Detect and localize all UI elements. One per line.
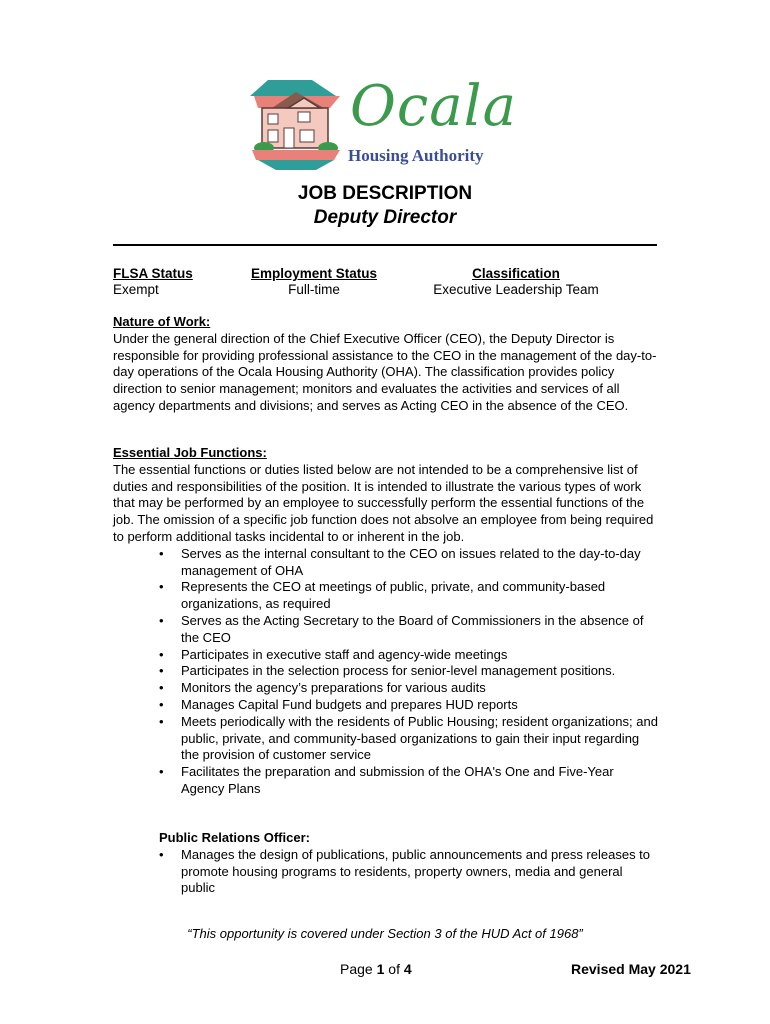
position-title: Deputy Director: [313, 207, 457, 228]
list-item: • Serves as the Acting Secretary to the Board of Commissioners in the absence of the CEO: [113, 613, 659, 647]
list-item: • Manages Capital Fund budgets and prepares HUD reports: [113, 697, 659, 714]
list-item: • Serves as the internal consultant to the CEO on issues related to the day-to-day management of OHA: [113, 546, 659, 580]
list-item: • Monitors the agency’s preparations for various audits: [113, 680, 659, 697]
essential-functions-section: [113, 445, 659, 798]
ocala-housing-authority-logo: [250, 74, 530, 174]
list-item: • Manages the design of publications, public announcements and press releases to promote housing programs to residents, property owners, media and general public: [159, 847, 659, 897]
page-prefix: Page: [340, 961, 377, 977]
employment-status-value: Full-time: [288, 282, 340, 297]
essential-functions-list: [113, 546, 659, 798]
page-mid: of: [384, 961, 404, 977]
page-number: [340, 961, 412, 977]
revised-date: Revised May 2021: [571, 961, 691, 977]
public-relations-list: [159, 847, 659, 897]
title-divider: [113, 244, 657, 246]
flsa-status-value: Exempt: [113, 282, 159, 297]
classification-label: Classification: [472, 266, 560, 281]
logo-script-text: Ocala: [350, 74, 517, 139]
document-title: JOB DESCRIPTION: [297, 183, 473, 204]
nature-of-work-heading: Nature of Work:: [113, 314, 211, 329]
public-relations-section: [159, 830, 659, 897]
list-item: • Participates in the selection process for senior-level management positions.: [113, 663, 659, 680]
nature-of-work-section: [113, 314, 659, 415]
classification-value: Executive Leadership Team: [433, 282, 599, 297]
house-icon: [250, 78, 346, 170]
logo-subtitle: Housing Authority: [348, 146, 484, 165]
employment-status-label: Employment Status: [250, 266, 378, 281]
list-item: • Participates in executive staff and agency-wide meetings: [113, 647, 659, 664]
flsa-status-label: FLSA Status: [113, 266, 193, 281]
section-3-note: “This opportunity is covered under Section 3 of the HUD Act of 1968”: [187, 926, 583, 941]
public-relations-heading: Public Relations Officer:: [159, 830, 310, 845]
nature-of-work-text: Under the general direction of the Chief Executive Officer (CEO), the Deputy Director is responsible for providing professional assistance to the CEO in the management of the day-to-day operations of the Ocala Housing Authority (OHA). The classification provides policy direction to senior management; monitors and evaluates the activities and services of all agency departments and divisions; and serves as Acting CEO in the absence of the CEO.: [113, 330, 657, 413]
essential-functions-heading: Essential Job Functions:: [113, 445, 267, 460]
list-item: • Facilitates the preparation and submission of the OHA's One and Five-Year Agency Plans: [113, 764, 659, 798]
essential-functions-text: The essential functions or duties listed below are not intended to be a comprehensive list of duties and responsibilities of the position. It is intended to illustrate the various types of work that may be performed by an employee to successfully perform the essential functions of the job. The omission of a specific job function does not absolve an employee from being required to perform additional tasks incidental to or inherent in the job.: [113, 461, 654, 544]
page-current: 1: [376, 961, 385, 977]
list-item: • Meets periodically with the residents of Public Housing; resident organizations; and public, private, and community-based organizations to gain their input regarding the provision of customer service: [113, 714, 659, 764]
page-total: 4: [403, 961, 412, 977]
list-item: • Represents the CEO at meetings of public, private, and community-based organizations, as required: [113, 579, 659, 613]
